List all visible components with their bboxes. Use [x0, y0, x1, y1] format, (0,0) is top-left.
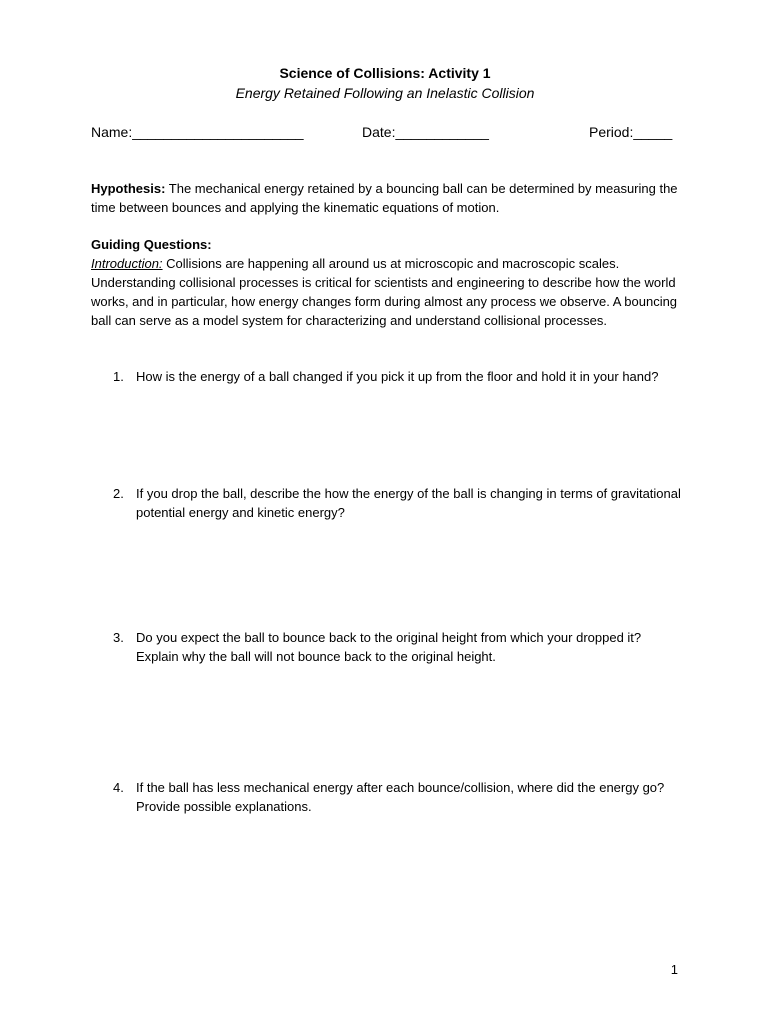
- page-number: 1: [670, 962, 678, 977]
- name-field: Name:______________________: [91, 124, 304, 140]
- question-text: How is the energy of a ball changed if you pick it up from the floor and hold it in your hand?: [136, 369, 659, 384]
- question-number: 3.: [113, 630, 124, 645]
- guiding-questions-heading: Guiding Questions:: [91, 237, 212, 252]
- question-number: 2.: [113, 486, 124, 501]
- document-subtitle: Energy Retained Following an Inelastic Collision: [235, 85, 535, 101]
- introduction-label: Introduction:: [91, 256, 163, 271]
- question-text: Do you expect the ball to bounce back to the original height from which your dropped it? Explain why the ball will not bounce back to the original height.: [136, 630, 642, 664]
- period-field: Period:_____: [589, 124, 673, 140]
- question-number: 1.: [113, 369, 124, 384]
- introduction-paragraph: [91, 254, 691, 330]
- document-title: Science of Collisions: Activity 1: [279, 65, 491, 81]
- hypothesis-text: The mechanical energy retained by a bouncing ball can be determined by measuring the time between bounces and applying the kinematic equations of motion.: [91, 181, 678, 215]
- question-text: If you drop the ball, describe the how the energy of the ball is changing in terms of gravitational potential energy and kinetic energy?: [136, 486, 681, 520]
- introduction-text: Collisions are happening all around us at microscopic and macroscopic scales. Understanding collisional processes is critical for scientists and engineering to describe how the world works, and in particular, how energy changes form during almost any process we observe. A bouncing ball can serve as a model system for characterizing and understand collisional processes.: [91, 256, 678, 328]
- hypothesis-paragraph: [91, 179, 691, 217]
- question-number: 4.: [113, 780, 124, 795]
- date-field: Date:____________: [362, 124, 489, 140]
- hypothesis-label: Hypothesis:: [91, 181, 166, 196]
- guiding-questions-section: [91, 235, 691, 330]
- question-text: If the ball has less mechanical energy after each bounce/collision, where did the energy go? Provide possible explanations.: [136, 780, 665, 814]
